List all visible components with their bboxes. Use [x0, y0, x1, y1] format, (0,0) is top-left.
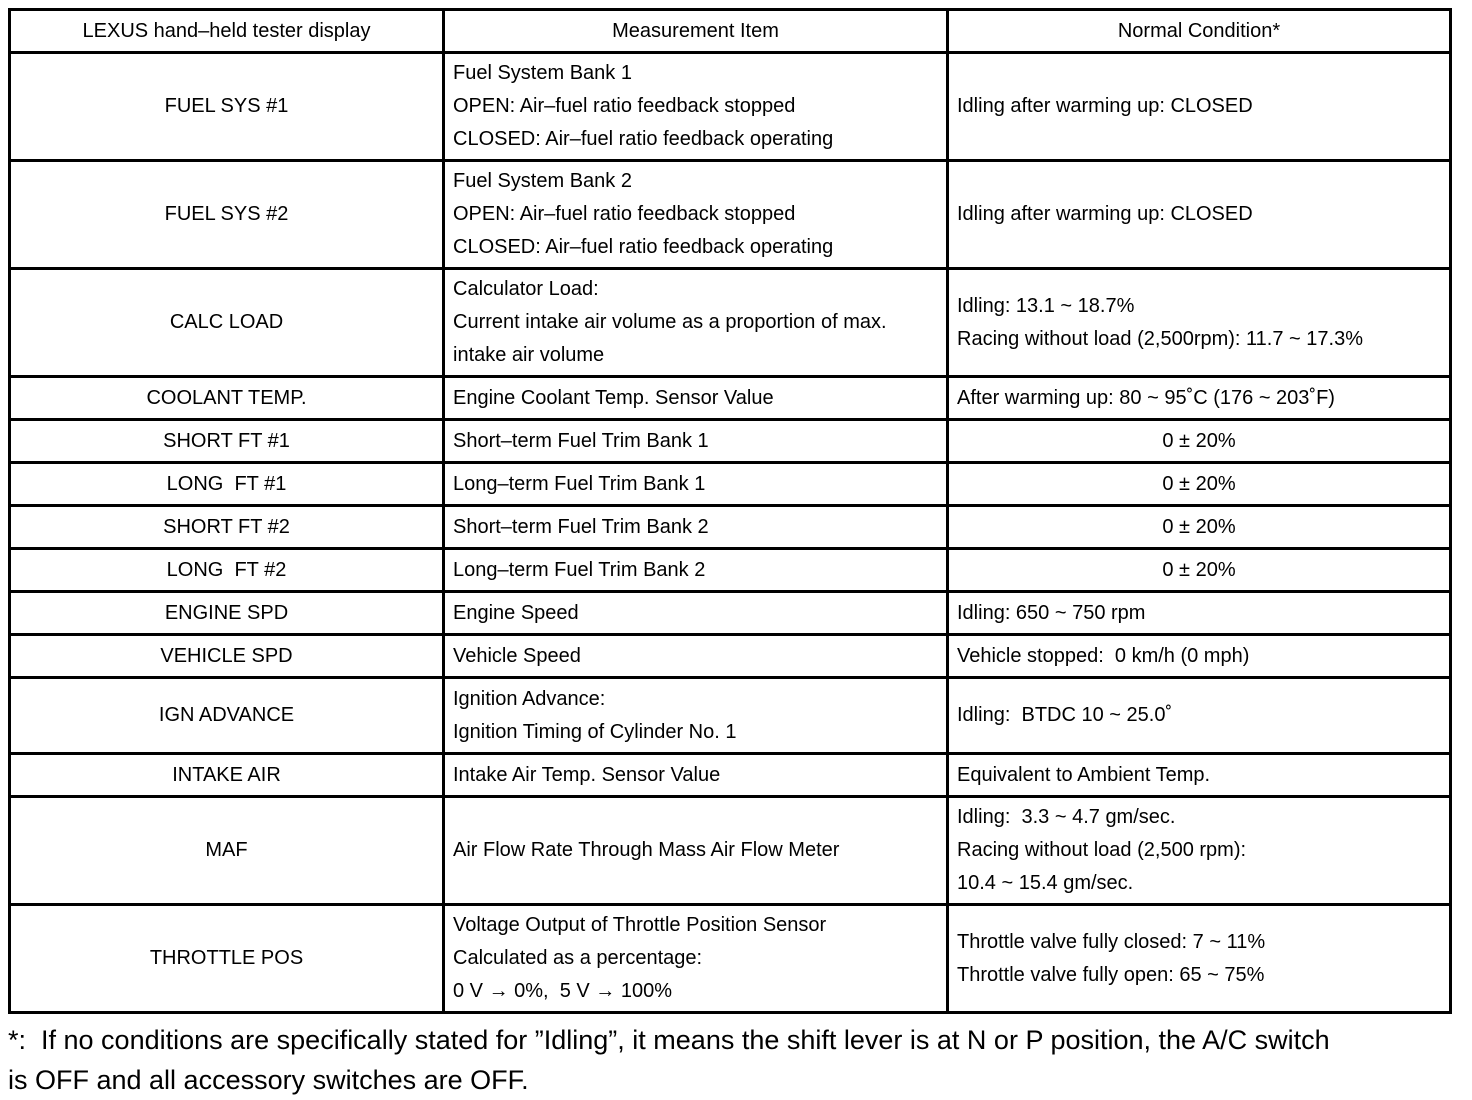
tester-display-cell: SHORT FT #1 [10, 420, 444, 463]
measurement-item-cell [444, 53, 948, 161]
header-normal-condition: Normal Condition* [948, 10, 1451, 53]
table-row [10, 905, 1451, 1013]
item-line: OPEN: Air–fuel ratio feedback stopped [453, 203, 796, 225]
condition-line: 0 ± 20% [1162, 558, 1236, 581]
condition-line: Throttle valve fully open: 65 ~ 75% [957, 963, 1265, 986]
item-line: Vehicle Speed [453, 644, 581, 667]
normal-condition-cell [948, 377, 1451, 420]
item-line: intake air volume [453, 344, 605, 366]
tester-display-cell: VEHICLE SPD [10, 635, 444, 678]
tester-display-cell: CALC LOAD [10, 269, 444, 377]
item-line: Ignition Timing of Cylinder No. 1 [453, 720, 737, 743]
table-row [10, 797, 1451, 905]
measurement-item-cell [444, 754, 948, 797]
table-row [10, 377, 1451, 420]
normal-condition-cell [948, 161, 1451, 269]
item-line: 0 V → 0%, 5 V → 100% [453, 980, 672, 1002]
tester-display-cell: INTAKE AIR [10, 754, 444, 797]
item-line: Calculated as a percentage: [453, 947, 703, 969]
measurement-item-cell [444, 592, 948, 635]
measurement-item-cell [444, 463, 948, 506]
table-row [10, 592, 1451, 635]
item-line: OPEN: Air–fuel ratio feedback stopped [453, 95, 796, 117]
item-line: Current intake air volume as a proportion of max. [453, 311, 887, 333]
data-list-table [8, 8, 1452, 1014]
table-row [10, 463, 1451, 506]
normal-condition-cell [948, 506, 1451, 549]
measurement-item-cell [444, 635, 948, 678]
item-line: Long–term Fuel Trim Bank 1 [453, 472, 706, 495]
item-line: Voltage Output of Throttle Position Sensor [453, 914, 827, 936]
normal-condition-cell [948, 797, 1451, 905]
measurement-item-cell [444, 377, 948, 420]
tester-display-cell: MAF [10, 797, 444, 905]
table-row [10, 678, 1451, 754]
normal-condition-cell [948, 754, 1451, 797]
table-row [10, 506, 1451, 549]
tester-display-cell: SHORT FT #2 [10, 506, 444, 549]
normal-condition-cell [948, 549, 1451, 592]
item-line: Intake Air Temp. Sensor Value [453, 763, 721, 786]
condition-line: 10.4 ~ 15.4 gm/sec. [957, 872, 1134, 894]
condition-line: 0 ± 20% [1162, 472, 1236, 495]
tester-display-cell: LONG FT #2 [10, 549, 444, 592]
item-line: Long–term Fuel Trim Bank 2 [453, 558, 706, 581]
condition-line: After warming up: 80 ~ 95˚C (176 ~ 203˚F) [957, 386, 1335, 409]
normal-condition-cell [948, 905, 1451, 1013]
normal-condition-cell [948, 53, 1451, 161]
condition-line: Throttle valve fully closed: 7 ~ 11% [957, 930, 1266, 953]
table-row [10, 420, 1451, 463]
item-line: Engine Coolant Temp. Sensor Value [453, 386, 774, 409]
condition-line: Racing without load (2,500rpm): 11.7 ~ 17.3% [957, 327, 1363, 350]
normal-condition-cell [948, 635, 1451, 678]
measurement-item-cell [444, 161, 948, 269]
table-row [10, 161, 1451, 269]
measurement-item-cell [444, 678, 948, 754]
table-row [10, 754, 1451, 797]
tester-display-cell: IGN ADVANCE [10, 678, 444, 754]
item-line: Ignition Advance: [453, 687, 606, 710]
footnote [8, 1020, 1453, 1100]
footnote-line: is OFF and all accessory switches are OFF. [8, 1065, 529, 1095]
item-line: Air Flow Rate Through Mass Air Flow Meter [453, 839, 840, 861]
item-line: Short–term Fuel Trim Bank 1 [453, 429, 709, 452]
normal-condition-cell [948, 420, 1451, 463]
table-row [10, 549, 1451, 592]
table-row [10, 269, 1451, 377]
item-line: Fuel System Bank 2 [453, 170, 632, 192]
item-line: Calculator Load: [453, 278, 599, 300]
condition-line: Idling: 650 ~ 750 rpm [957, 601, 1146, 624]
condition-line: 0 ± 20% [1162, 429, 1236, 452]
normal-condition-cell [948, 678, 1451, 754]
tester-display-cell: FUEL SYS #2 [10, 161, 444, 269]
table-row [10, 53, 1451, 161]
measurement-item-cell [444, 549, 948, 592]
normal-condition-cell [948, 592, 1451, 635]
measurement-item-cell [444, 797, 948, 905]
header-measurement-item: Measurement Item [444, 10, 948, 53]
measurement-item-cell [444, 905, 948, 1013]
normal-condition-cell [948, 269, 1451, 377]
condition-line: 0 ± 20% [1162, 515, 1236, 538]
tester-display-cell: ENGINE SPD [10, 592, 444, 635]
tester-display-cell: LONG FT #1 [10, 463, 444, 506]
item-line: Engine Speed [453, 601, 579, 624]
normal-condition-cell [948, 463, 1451, 506]
document-sheet [8, 8, 1449, 1100]
condition-line: Idling: 13.1 ~ 18.7% [957, 294, 1135, 317]
footnote-line: *: If no conditions are specifically stated for ”Idling”, it means the shift lever is at N or P position, the A/C switch [8, 1025, 1330, 1055]
tester-display-cell: COOLANT TEMP. [10, 377, 444, 420]
measurement-item-cell [444, 420, 948, 463]
condition-line: Idling: BTDC 10 ~ 25.0˚ [957, 704, 1173, 726]
condition-line: Idling: 3.3 ~ 4.7 gm/sec. [957, 806, 1176, 828]
condition-line: Vehicle stopped: 0 km/h (0 mph) [957, 644, 1250, 667]
item-line: Short–term Fuel Trim Bank 2 [453, 515, 709, 538]
condition-line: Idling after warming up: CLOSED [957, 95, 1253, 117]
tester-display-cell: THROTTLE POS [10, 905, 444, 1013]
header-tester-display: LEXUS hand–held tester display [10, 10, 444, 53]
table-header-row [10, 10, 1451, 53]
measurement-item-cell [444, 506, 948, 549]
condition-line: Equivalent to Ambient Temp. [957, 763, 1211, 786]
measurement-item-cell [444, 269, 948, 377]
item-line: CLOSED: Air–fuel ratio feedback operating [453, 236, 834, 258]
item-line: Fuel System Bank 1 [453, 62, 632, 84]
condition-line: Racing without load (2,500 rpm): [957, 839, 1247, 861]
table-row [10, 635, 1451, 678]
tester-display-cell: FUEL SYS #1 [10, 53, 444, 161]
condition-line: Idling after warming up: CLOSED [957, 203, 1253, 225]
item-line: CLOSED: Air–fuel ratio feedback operating [453, 128, 834, 150]
